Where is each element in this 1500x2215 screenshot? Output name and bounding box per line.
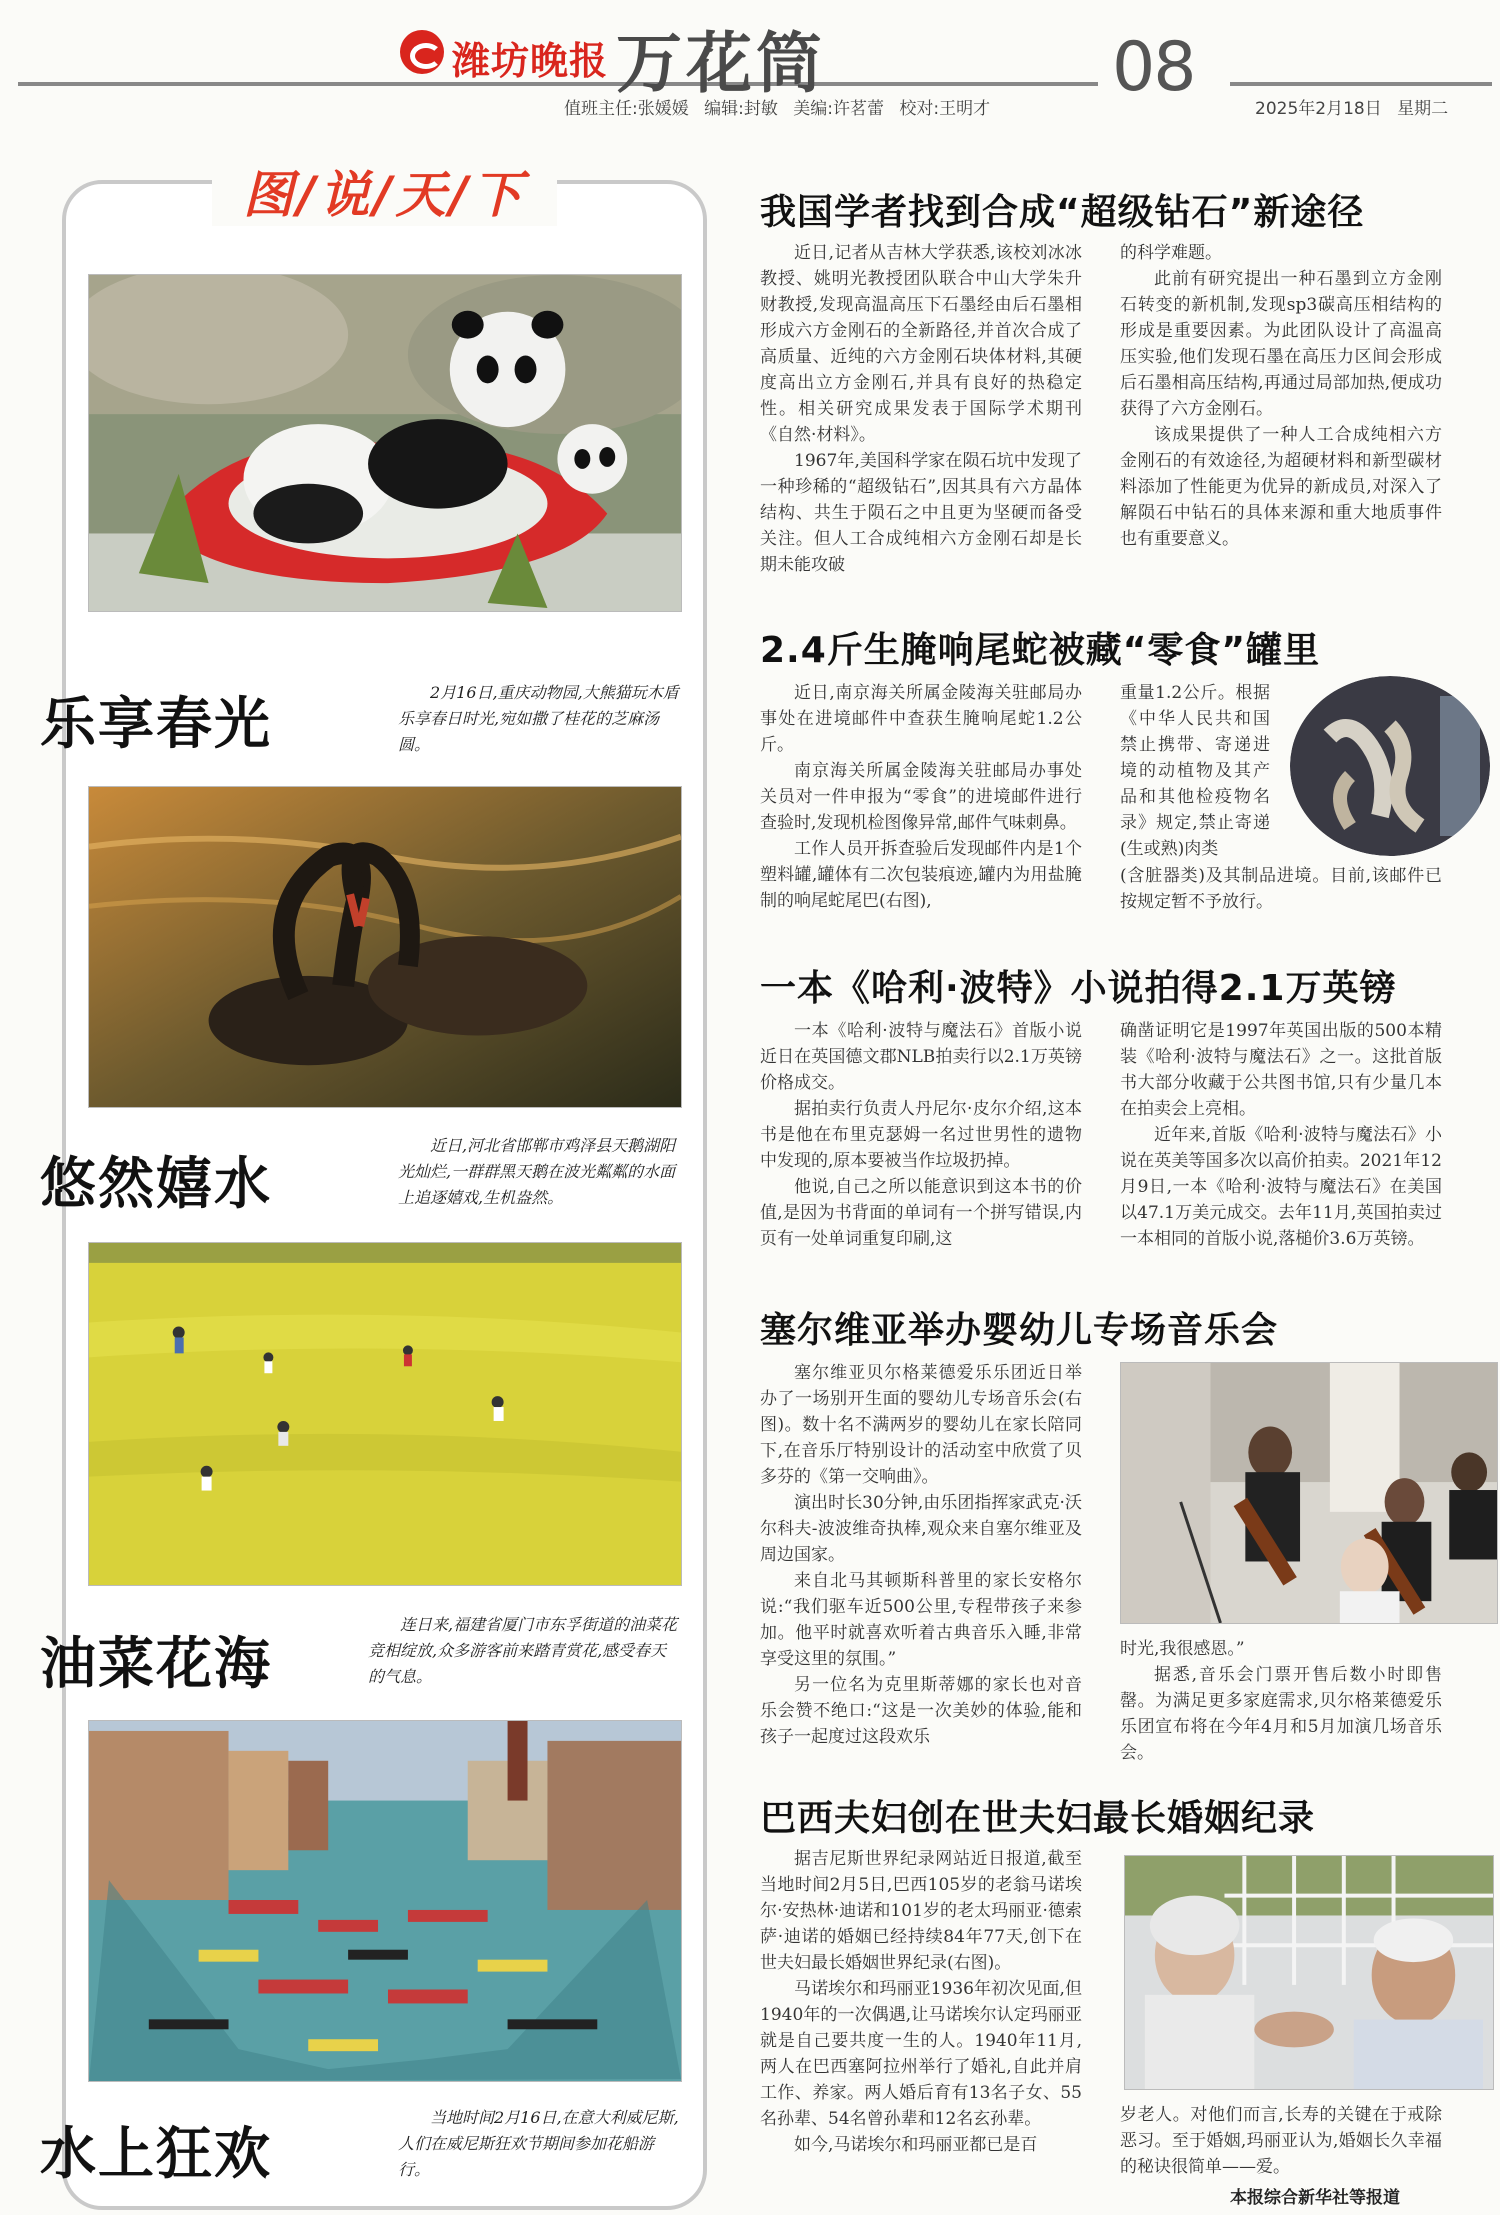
article-body <box>760 1360 1082 1750</box>
paragraph: 近日,记者从吉林大学获悉,该校刘冰冰教授、姚明光教授团队联合中山大学朱升财教授,发现高温高压下石墨经由后石墨相形成六方金刚石的全新路径,并首次合成了高质量、近纯的六方金刚石块体材料,其硬度高出立方金刚石,并具有良好的热稳定性。相关研究成果发表于国际学术期刊《自然·材料》。 <box>760 243 1082 445</box>
article-body <box>760 1846 1082 2158</box>
paragraph: (含脏器类)及其制品进境。目前,该邮件已按规定暂不予放行。 <box>1120 866 1442 912</box>
photo-title: 乐享春光 <box>40 692 272 757</box>
article-body <box>760 240 1082 578</box>
paragraph: 时光,我很感恩。” <box>1120 1639 1245 1659</box>
paragraph: 重量1.2公斤。根据《中华人民共和国禁止携带、寄递进境的动植物及其产品和其他检疫物名录》规定,禁止寄递(生或熟)肉类 <box>1120 683 1270 859</box>
paragraph: 来自北马其顿斯科普里的家长安格尔说:“我们驱车近500公里,专程带孩子来参加。他平时就喜欢听着古典音乐入睡,非常享受这里的氛围。” <box>760 1571 1082 1669</box>
page-number: 08 <box>1112 28 1195 107</box>
paragraph: 此前有研究提出一种石墨到立方金刚石转变的新机制,发现sp3碳高压相结构的形成是重要因素。为此团队设计了高温高压实验,他们发现石墨在高压力区间会形成后石墨相高压结构,再通过局部加热,便成功获得了六方金刚石。 <box>1120 269 1442 419</box>
paragraph: 他说,自己之所以能意识到这本书的价值,是因为书背面的单词有一个拼写错误,内页有一处单词重复印刷,这 <box>760 1177 1082 1249</box>
photo-title: 油菜花海 <box>40 1632 272 1697</box>
paragraph: 南京海关所属金陵海关驻邮局办事处关员对一件申报为“零食”的进境邮件进行查验时,发现机检图像异常,邮件气味刺鼻。 <box>760 761 1082 833</box>
rattlesnake-photo <box>1290 676 1490 856</box>
paragraph: 据吉尼斯世界纪录网站近日报道,截至当地时间2月5日,巴西105岁的老翁马诺埃尔·安热林·迪诺和101岁的老太玛丽亚·德索萨·迪诺的婚姻已经持续84年77天,创下在世夫妇最长婚姻世界纪录(右图)。 <box>760 1849 1082 1973</box>
paragraph: 演出时长30分钟,由乐团指挥家武克·沃尔科夫-波波维奇执棒,观众来自塞尔维亚及周边国家。 <box>760 1493 1082 1565</box>
paragraph: 马诺埃尔和玛丽亚1936年初次见面,但1940年的一次偶遇,让马诺埃尔认定玛丽亚就是自己要共度一生的人。1940年11月,两人在巴西塞阿拉州举行了婚礼,自此并肩工作、养家。两人婚后育有13名子女、55名孙辈、54名曾孙辈和12名玄孙辈。 <box>760 1979 1082 2129</box>
photo-caption: 近日,河北省邯郸市鸡泽县天鹅湖阳光灿烂,一群群黑天鹅在波光粼粼的水面上追逐嬉戏,生机盎然。 <box>398 1136 676 1207</box>
paragraph: 近日,南京海关所属金陵海关驻邮局办事处在进境邮件中查获生腌响尾蛇1.2公斤。 <box>760 683 1082 755</box>
article-body <box>1120 240 1442 552</box>
elderly-couple-photo <box>1124 1855 1494 2090</box>
article-body <box>1120 863 1442 915</box>
section-name: 万花筒 <box>616 24 826 102</box>
paper-name: 潍坊晚报 <box>452 39 609 83</box>
paragraph: 据悉,音乐会门票开售后数小时即售罄。为满足更多家庭需求,贝尔格莱德爱乐乐团宣布将在今年4月和5月加演几场音乐会。 <box>1120 1665 1442 1763</box>
paragraph: 塞尔维亚贝尔格莱德爱乐乐团近日举办了一场别开生面的婴幼儿专场音乐会(右图)。数十名不满两岁的婴幼儿在家长陪同下,在音乐厅特别设计的活动室中欣赏了贝多芬的《第一交响曲》。 <box>760 1363 1082 1487</box>
article-body <box>1120 1018 1442 1252</box>
article-title: 塞尔维亚举办婴幼儿专场音乐会 <box>760 1310 1279 1351</box>
concert-photo <box>1120 1362 1498 1624</box>
paragraph: 一本《哈利·波特与魔法石》首版小说近日在英国德文郡NLB拍卖行以2.1万英镑价格成交。 <box>760 1021 1082 1093</box>
photo-caption: 2月16日,重庆动物园,大熊猫玩木盾乐享春日时光,宛如撒了桂花的芝麻汤圆。 <box>398 683 679 754</box>
paragraph: 确凿证明它是1997年英国出版的500本精装《哈利·波特与魔法石》之一。这批首版书大部分收藏于公共图书馆,只有少量几本在拍卖会上亮相。 <box>1120 1021 1442 1119</box>
photo-caption: 连日来,福建省厦门市东孚街道的油菜花竞相绽放,众多游客前来踏青赏花,感受春天的气息。 <box>368 1615 678 1686</box>
venice-carnival-photo <box>88 1720 682 2082</box>
staff-credits: 值班主任:张媛媛 编辑:封敏 美编:许茗蕾 校对:王明才 <box>564 99 991 119</box>
paragraph: 如今,马诺埃尔和玛丽亚都已是百 <box>794 2135 1038 2155</box>
report-credit: 本报综合新华社等报道 <box>1230 2188 1400 2208</box>
photo-caption: 当地时间2月16日,在意大利威尼斯,人们在威尼斯狂欢节期间参加花船游行。 <box>398 2108 679 2179</box>
rapeseed-field-photo <box>88 1242 682 1586</box>
paragraph: 1967年,美国科学家在陨石坑中发现了一种珍稀的“超级钻石”,因其具有六方晶体结构、共生于陨石之中且更为坚硬而备受关注。但人工合成纯相六方金刚石却是长期未能攻破 <box>760 451 1082 575</box>
article-body <box>760 680 1082 914</box>
paragraph: 另一位名为克里斯蒂娜的家长也对音乐会赞不绝口:“这是一次美妙的体验,能和孩子一起度过这段欢乐 <box>760 1675 1082 1747</box>
swan-photo <box>88 786 682 1108</box>
masthead-rule <box>1230 82 1492 86</box>
article-body <box>1120 680 1270 862</box>
article-title: 我国学者找到合成“超级钻石”新途径 <box>760 192 1365 233</box>
article-body <box>1120 2102 1442 2180</box>
paragraph: 的科学难题。 <box>1120 243 1222 263</box>
article-title: 巴西夫妇创在世夫妇最长婚姻纪录 <box>760 1798 1316 1839</box>
paragraph: 岁老人。对他们而言,长寿的关键在于戒除恶习。至于婚姻,玛丽亚认为,婚姻长久幸福的秘诀很简单——爱。 <box>1120 2105 1442 2177</box>
paragraph: 近年来,首版《哈利·波特与魔法石》小说在英美等国多次以高价拍卖。2021年12月9日,一本《哈利·波特与魔法石》在美国以47.1万美元成交。去年11月,英国拍卖过一本相同的首版小说,落槌价3.6万英镑。 <box>1120 1125 1442 1249</box>
panda-photo <box>88 274 682 612</box>
paragraph: 据拍卖行负责人丹尼尔·皮尔介绍,这本书是他在布里克瑟姆一名过世男性的遗物中发现的,原本要被当作垃圾扔掉。 <box>760 1099 1082 1171</box>
article-body <box>1120 1636 1442 1766</box>
paragraph: 工作人员开拆查验后发现邮件内是1个塑料罐,罐体有二次包装痕迹,罐内为用盐腌制的响尾蛇尾巴(右图), <box>760 839 1082 911</box>
newspaper-logo-icon <box>400 30 444 74</box>
article-title: 一本《哈利·波特》小说拍得2.1万英镑 <box>760 968 1397 1009</box>
article-body <box>760 1018 1082 1252</box>
article-title: 2.4斤生腌响尾蛇被藏“零食”罐里 <box>760 630 1321 671</box>
photo-title: 悠然嬉水 <box>40 1152 272 1217</box>
issue-date: 2025年2月18日 星期二 <box>1255 99 1449 119</box>
photo-title: 水上狂欢 <box>40 2122 272 2187</box>
photo-column-title: 图/说/天/下 <box>212 164 557 226</box>
paragraph: 该成果提供了一种人工合成纯相六方金刚石的有效途径,为超硬材料和新型碳材料添加了性能更为优异的新成员,对深入了解陨石中钻石的具体来源和重大地质事件也有重要意义。 <box>1120 425 1442 549</box>
